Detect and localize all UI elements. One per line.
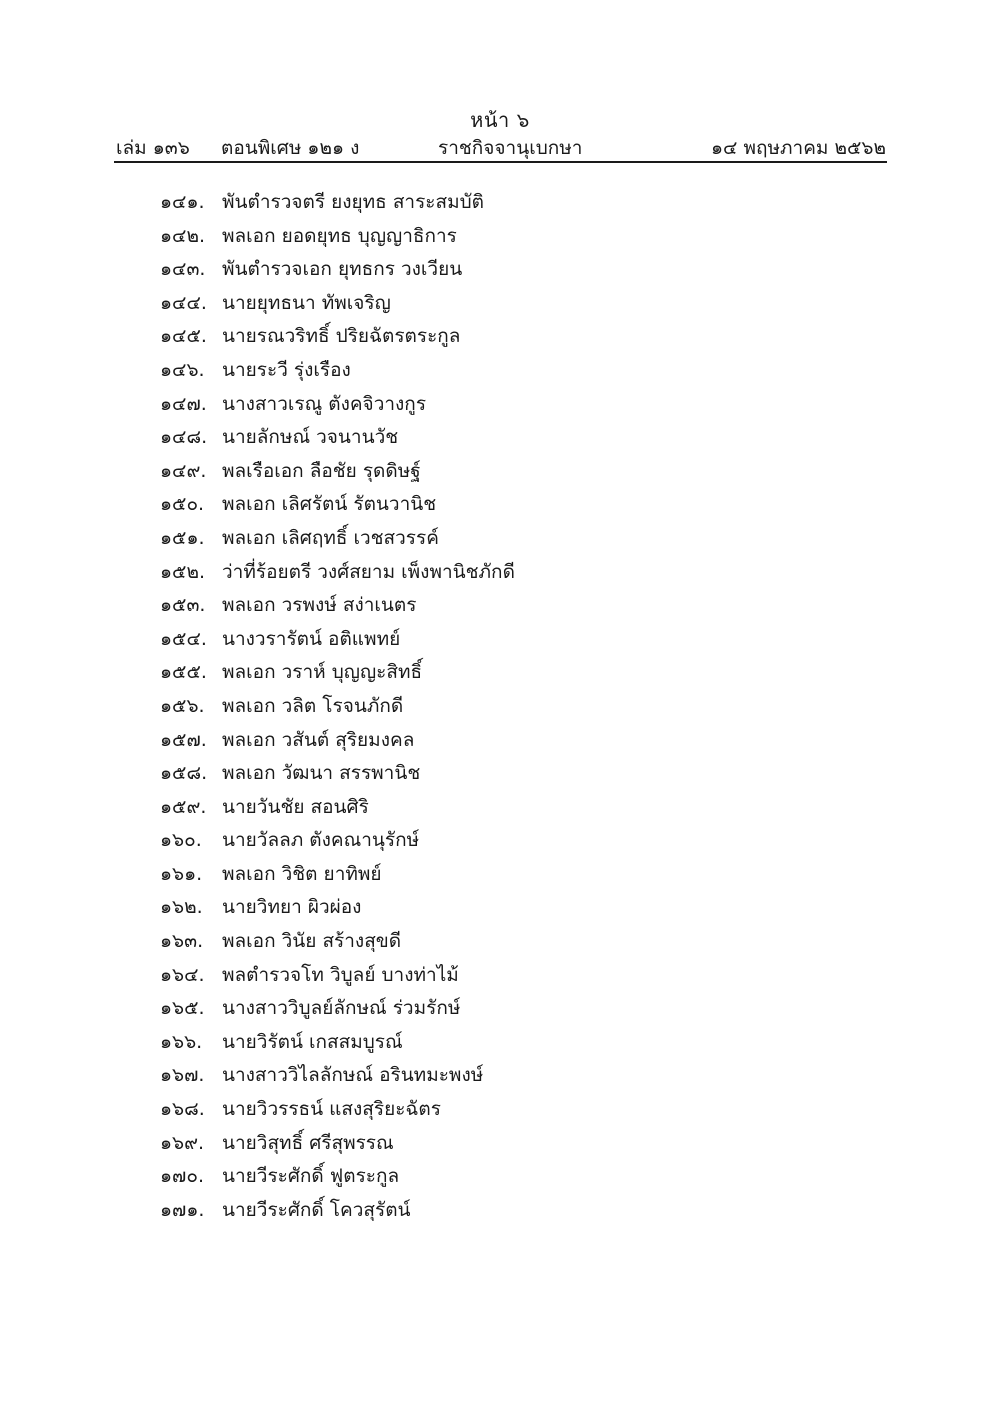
list-item	[160, 354, 515, 388]
entry-number: ๑๔๘.	[160, 426, 208, 449]
entry-name: นายวันชัย สอนศิริ	[222, 795, 369, 818]
entry-name: นายวิทยา ผิวผ่อง	[222, 896, 362, 919]
list-item	[160, 724, 515, 758]
list-item	[160, 992, 515, 1026]
header-divider	[114, 161, 887, 163]
entry-name: พลเอก วิชิต ยาทิพย์	[222, 862, 382, 885]
entry-number: ๑๕๓.	[160, 594, 206, 617]
entry-number: ๑๔๒.	[160, 224, 206, 247]
gazette-title: ราชกิจจานุเบกษา	[438, 137, 583, 159]
list-item	[160, 1059, 515, 1093]
entry-name: พลเรือเอก ลือชัย รุดดิษฐ์	[222, 459, 421, 482]
entry-number: ๑๔๕.	[160, 325, 207, 348]
entry-name: พลเอก เลิศฤทธิ์ เวชสวรรค์	[222, 526, 439, 549]
entry-number: ๑๖๖.	[160, 1030, 203, 1053]
entry-number: ๑๕๘.	[160, 762, 208, 785]
entry-number: ๑๔๑.	[160, 191, 205, 213]
entry-name: นายวิสุทธิ์ ศรีสุพรรณ	[222, 1131, 394, 1154]
list-item	[160, 253, 515, 287]
page-number: หน้า ๖	[470, 108, 530, 132]
list-item	[160, 1093, 515, 1127]
list-item	[160, 757, 515, 791]
entry-name: พลเอก วสันต์ สุริยมงคล	[222, 728, 415, 751]
entry-number: ๑๗๐.	[160, 1165, 204, 1188]
entry-name: พันตำรวจเอก ยุทธกร วงเวียน	[222, 258, 463, 281]
list-item	[160, 656, 515, 690]
entry-name: พันตำรวจตรี ยงยุทธ สาระสมบัติ	[222, 191, 485, 213]
list-item	[160, 623, 515, 657]
entry-name: พลเอก วรพงษ์ สง่าเนตร	[222, 594, 417, 617]
list-item	[160, 1026, 515, 1060]
entry-number: ๑๕๔.	[160, 627, 207, 650]
entry-name: นายลักษณ์ วจนานวัช	[222, 426, 399, 449]
entry-name: นายยุทธนา ทัพเจริญ	[222, 291, 391, 314]
list-item	[160, 421, 515, 455]
entry-number: ๑๕๙.	[160, 795, 207, 818]
entry-number: ๑๖๓.	[160, 930, 204, 953]
list-item	[160, 959, 515, 993]
list-item	[160, 522, 515, 556]
entry-name: นายรณวริทธิ์ ปริยฉัตรตระกูล	[222, 325, 461, 348]
entry-number: ๑๖๕.	[160, 997, 205, 1020]
entry-number: ๑๕๒.	[160, 560, 206, 583]
list-item	[160, 791, 515, 825]
entry-number: ๑๖๒.	[160, 896, 203, 919]
volume-label: เล่ม ๑๓๖	[116, 137, 190, 159]
entry-number: ๑๗๑.	[160, 1198, 205, 1221]
list-item	[160, 891, 515, 925]
entry-name: พลเอก วราห์ บุญญะสิทธิ์	[222, 661, 423, 684]
entry-number: ๑๕๗.	[160, 728, 207, 751]
name-list	[160, 186, 515, 1227]
list-item	[160, 455, 515, 489]
entry-number: ๑๕๐.	[160, 493, 205, 516]
list-item	[160, 186, 515, 220]
list-item	[160, 824, 515, 858]
publication-date: ๑๔ พฤษภาคม ๒๕๖๒	[711, 137, 886, 159]
entry-name: พลเอก วัฒนา สรรพานิช	[222, 762, 421, 785]
list-item	[160, 858, 515, 892]
list-item	[160, 388, 515, 422]
list-item	[160, 287, 515, 321]
entry-number: ๑๖๑.	[160, 862, 203, 885]
entry-number: ๑๔๔.	[160, 291, 207, 314]
entry-number: ๑๖๘.	[160, 1098, 205, 1121]
entry-name: นายวัลลภ ตังคณานุรักษ์	[222, 829, 420, 852]
list-item	[160, 690, 515, 724]
entry-name: พลเอก เลิศรัตน์ รัตนวานิช	[222, 493, 437, 516]
list-item	[160, 1160, 515, 1194]
entry-name: นายวิรัตน์ เกสสมบูรณ์	[222, 1030, 403, 1053]
entry-name: นายวีระศักดิ์ โควสุรัตน์	[222, 1198, 411, 1221]
list-item	[160, 925, 515, 959]
entry-name: พลตำรวจโท วิบูลย์ บางท่าไม้	[222, 963, 459, 986]
list-item	[160, 1194, 515, 1228]
entry-number: ๑๖๔.	[160, 963, 205, 986]
entry-number: ๑๔๓.	[160, 258, 206, 281]
entry-number: ๑๕๖.	[160, 694, 205, 717]
entry-name: นายระวี รุ่งเรือง	[222, 358, 351, 381]
entry-name: นายวิวรรธน์ แสงสุริยะฉัตร	[222, 1098, 441, 1121]
list-item	[160, 488, 515, 522]
entry-number: ๑๔๖.	[160, 358, 205, 381]
list-item	[160, 1127, 515, 1161]
entry-number: ๑๔๗.	[160, 392, 207, 415]
list-item	[160, 320, 515, 354]
entry-name: พลเอก วลิต โรจนภักดี	[222, 694, 404, 717]
entry-name: นางวรารัตน์ อติแพทย์	[222, 627, 401, 650]
entry-number: ๑๕๑.	[160, 526, 205, 549]
entry-number: ๑๔๙.	[160, 459, 207, 482]
entry-name: พลเอก วินัย สร้างสุขดี	[222, 930, 402, 953]
entry-number: ๑๖๐.	[160, 829, 202, 852]
entry-name: นางสาววิไลลักษณ์ อรินทมะพงษ์	[222, 1064, 484, 1087]
list-item	[160, 220, 515, 254]
gazette-header	[116, 133, 886, 159]
list-item	[160, 589, 515, 623]
entry-number: ๑๖๙.	[160, 1131, 205, 1154]
entry-name: นางสาวเรณู ตังคจิวางกูร	[222, 392, 427, 415]
entry-number: ๑๕๕.	[160, 661, 207, 684]
entry-name: นายวีระศักดิ์ ฟูตระกูล	[222, 1165, 400, 1188]
entry-name: ว่าที่ร้อยตรี วงศ์สยาม เพ็งพานิชภักดี	[222, 560, 515, 583]
entry-number: ๑๖๗.	[160, 1064, 205, 1087]
entry-name: นางสาววิบูลย์ลักษณ์ ร่วมรักษ์	[222, 997, 461, 1020]
entry-name: พลเอก ยอดยุทธ บุญญาธิการ	[222, 224, 457, 247]
list-item	[160, 556, 515, 590]
issue-label: ตอนพิเศษ ๑๒๑ ง	[221, 137, 360, 159]
